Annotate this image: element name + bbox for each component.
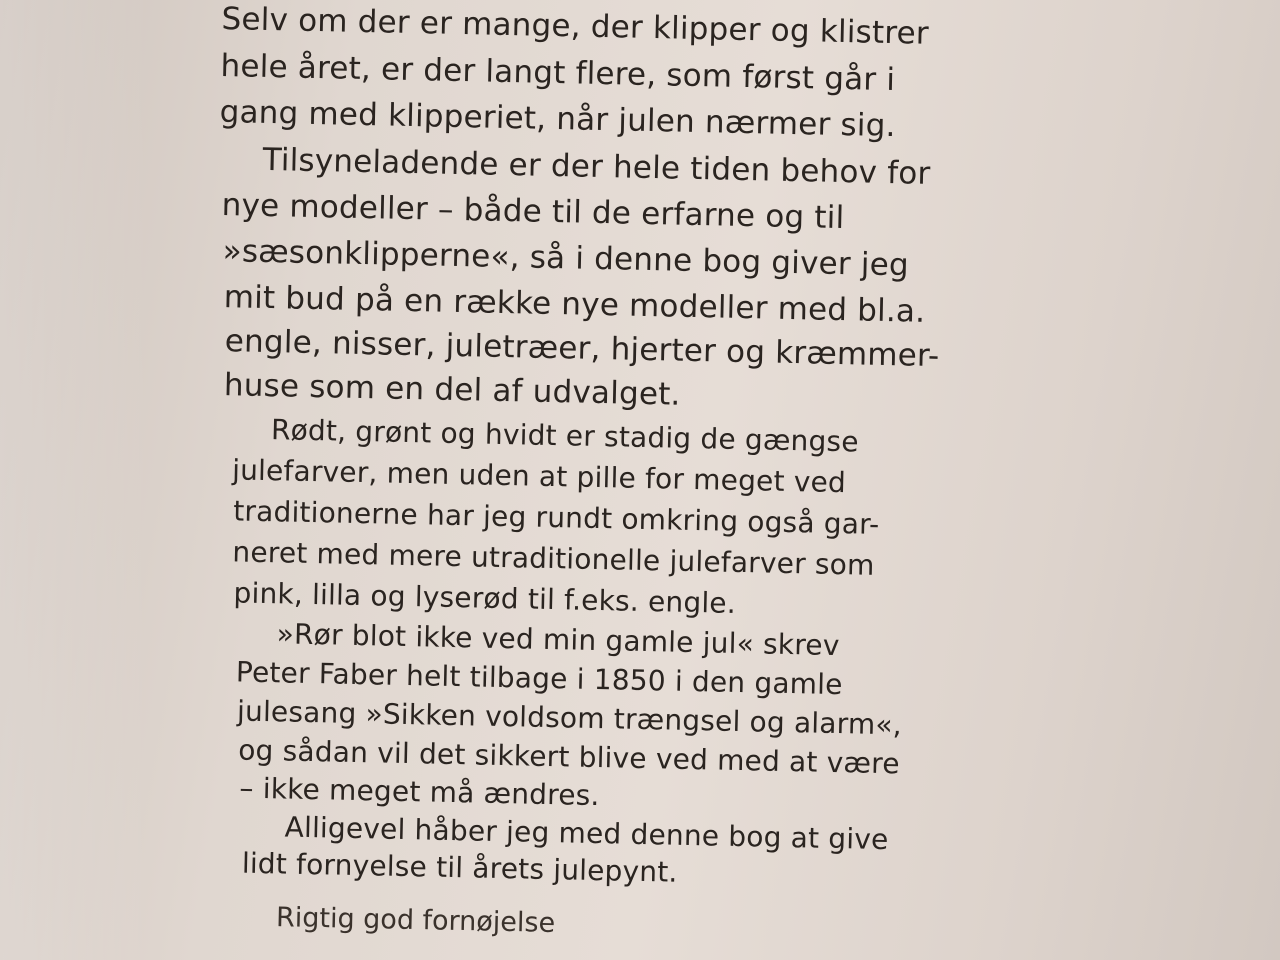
text-line: nye modeller – både til de erfarne og til — [221, 187, 845, 237]
text-line: »sæsonklipperne«, så i denne bog giver jeg — [222, 233, 910, 284]
text-line: traditionerne har jeg rundt omkring også gar- — [232, 494, 880, 541]
text-line: julesang »Sikken voldsom trængsel og alarm«, — [236, 694, 903, 742]
text-line: neret med mere utraditionelle julefarver som — [232, 535, 875, 582]
text-line: Tilsyneladende er der hele tiden behov for — [262, 141, 931, 192]
text-line: Rødt, grønt og hvidt er stadig de gængse — [270, 413, 860, 459]
text-line: pink, lilla og lyserød til f.eks. engle. — [233, 576, 737, 620]
text-line: »Rør blot ikke ved min gamle jul« skrev — [276, 617, 840, 663]
text-line: gang med klipperiet, når julen nærmer sig. — [219, 93, 896, 145]
text-line: mit bud på en række nye modeller med bl.a. — [223, 279, 926, 330]
text-line: lidt fornyelse til årets julepynt. — [241, 846, 678, 889]
text-line: Selv om der er mange, der klipper og klistrer — [221, 0, 930, 52]
text-line: julefarver, men uden at pille for meget ved — [231, 453, 847, 500]
text-line: og sådan vil det sikkert blive ved med at være — [237, 733, 901, 781]
text-line: Peter Faber helt tilbage i 1850 i den gamle — [235, 655, 843, 702]
text-line: – ikke meget må ændres. — [239, 771, 600, 813]
body-text — [219, 0, 982, 889]
page-fold-shading — [0, 0, 150, 960]
text-line: Alligevel håber jeg med denne bog at give — [284, 810, 889, 857]
text-line: engle, nisser, juletræer, hjerter og kræmmer- — [224, 323, 940, 375]
signoff-text: Rigtig god fornøjelse — [275, 902, 556, 939]
text-line: huse som en del af udvalget. — [223, 367, 681, 413]
text-line: hele året, er der langt flere, som først går i — [220, 47, 896, 99]
